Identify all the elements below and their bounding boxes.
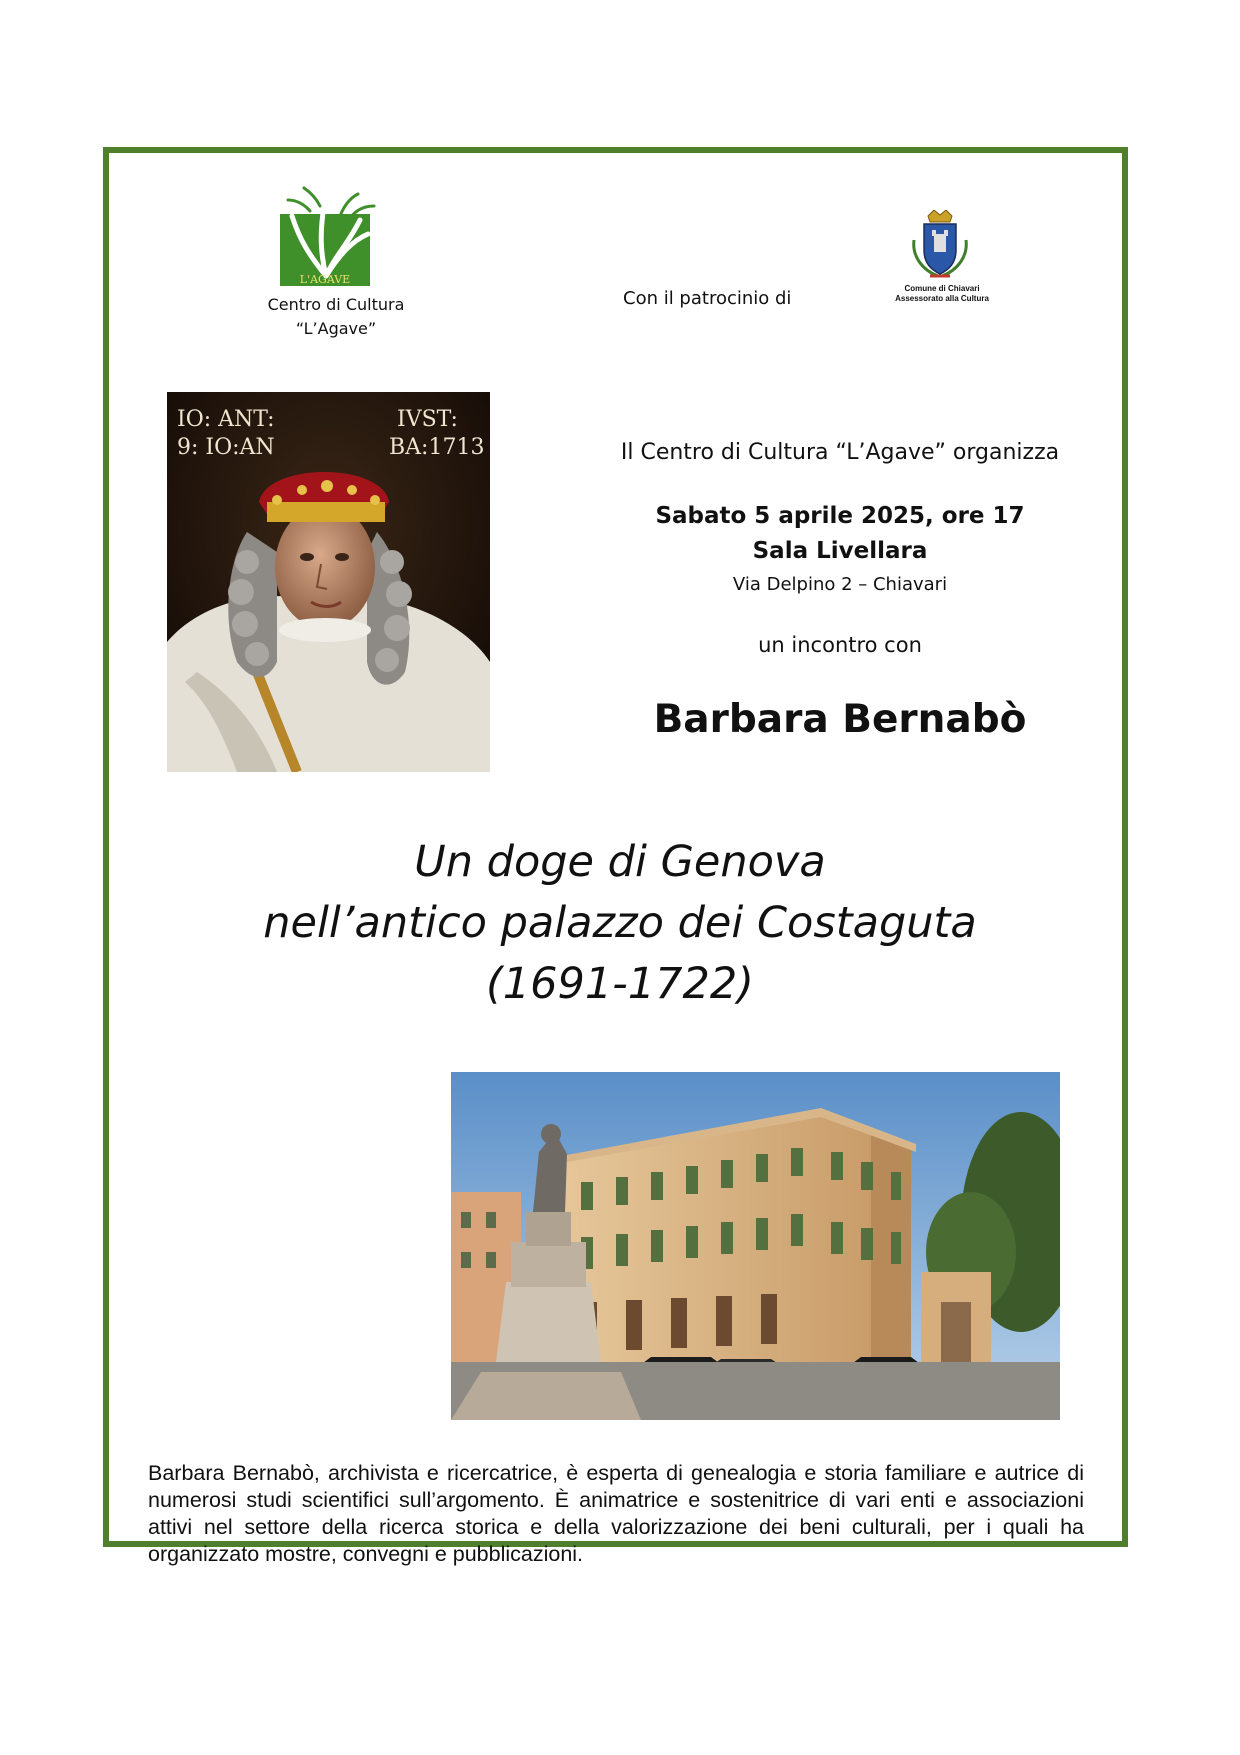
chiavari-crest-icon (908, 210, 972, 282)
svg-text:IO: ANT:: IO: ANT: (177, 407, 275, 432)
title-line-1: Un doge di Genova (414, 837, 826, 887)
svg-text:BA:1713: BA:1713 (389, 435, 485, 460)
event-title (140, 832, 1100, 1015)
comune-caption-line1: Comune di Chiavari (904, 284, 980, 293)
speaker-name: Barbara Bernabò (653, 697, 1027, 742)
agave-logo (280, 186, 376, 288)
doge-portrait-image (167, 392, 490, 772)
palazzo-photo-image (451, 1072, 1060, 1420)
agave-caption (236, 293, 436, 341)
organizer-line: Il Centro di Cultura “L’Agave” organizza (620, 440, 1060, 465)
meeting-line: un incontro con (758, 633, 922, 657)
event-date: Sabato 5 aprile 2025, ore 17 (655, 503, 1025, 529)
title-line-2: nell’antico palazzo dei Costaguta (263, 898, 977, 948)
speaker-bio: Barbara Bernabò, archivista e ricercatrice, è esperta di genealogia e storia familiare e autrice di numerosi studi scientifici sull’argomento. È animatrice e sostenitrice di vari enti e associazioni attivi nel settore della ricerca storica e della valorizzazione dei beni culturali, per i quali ha organizzato mostre, convegni e pubblicazioni. (148, 1461, 1084, 1566)
patrocinio-text: Con il patrocinio di (623, 288, 792, 309)
title-line-3: (1691-1722) (486, 959, 754, 1009)
event-address: Via Delpino 2 – Chiavari (732, 574, 948, 595)
svg-text:9: IO:AN: 9: IO:AN (177, 435, 275, 460)
comune-caption (872, 284, 1012, 304)
event-venue: Sala Livellara (752, 538, 928, 564)
agave-caption-line1: Centro di Cultura (267, 295, 405, 314)
svg-text:L'AGAVE: L'AGAVE (299, 273, 351, 286)
agave-caption-line2: “L’Agave” (295, 319, 377, 338)
comune-caption-line2: Assessorato alla Cultura (895, 294, 989, 303)
svg-text:IVST:: IVST: (397, 407, 458, 432)
